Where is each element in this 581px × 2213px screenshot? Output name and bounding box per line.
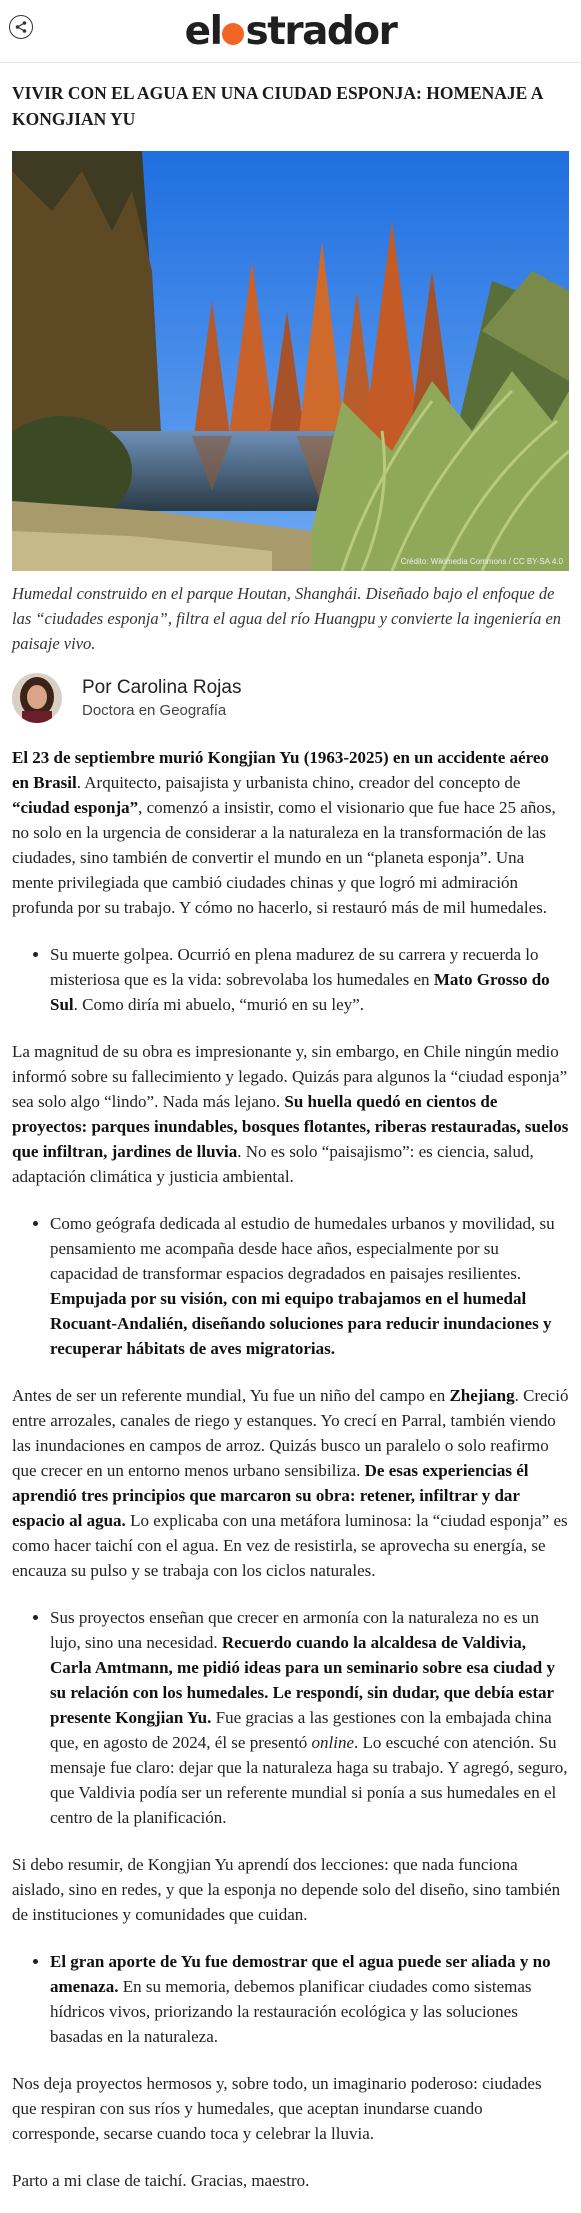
bullet-list-2 [12, 1211, 569, 1361]
hero-image [12, 151, 569, 571]
list-item-3-italic-1: online [311, 1733, 355, 1752]
site-header [0, 0, 581, 63]
list-item-2-bold-1: Empujada por su visión, con mi equipo trabajamos en el humedal Rocuant-Andalién, diseñando soluciones para reducir inundaciones y recuperar hábitats de aves migratorias. [50, 1289, 552, 1358]
list-item [50, 1211, 569, 1361]
paragraph-1-bold-2: “ciudad esponja” [12, 798, 139, 817]
share-glyph [14, 20, 28, 34]
list-item [50, 1949, 569, 2049]
list-item-3-text-1: Sus proyectos enseñan que crecer en armonía con la naturaleza no es un lujo, sino una necesidad. [50, 1608, 540, 1652]
author-name[interactable]: Por Carolina Rojas [82, 677, 242, 698]
paragraph-3-text-1: Antes de ser un referente mundial, Yu fue un niño del campo en [12, 1386, 450, 1405]
bullet-list-1 [12, 942, 569, 1017]
paragraph-2-bold-1: Su huella quedó en cientos de proyectos: parques inundables, bosques flotantes, riberas restauradas, suelos que infiltran, jardines de lluvia [12, 1092, 569, 1161]
paragraph-3-bold-2: De esas experiencias él aprendió tres principios que marcaron su obra: retener, infiltrar y dar espacio al agua. [12, 1461, 529, 1530]
paragraph-2 [12, 1039, 569, 1189]
logo-text-left: el [184, 8, 222, 54]
paragraph-1-text-2: , comenzó a insistir, como el visionario que fue hace 25 años, no solo en la urgencia de considerar a la naturaleza en la transformación de las ciudades, sino también de convertir el mundo en un “planeta esponja”. Una mente privilegiada que cambió ciudades chinas y que logró mi admiración profunda por su trabajo. Y cómo no hacerlo, si restauró más de mil humedales. [12, 798, 556, 917]
list-item-2-text-1: Como geógrafa dedicada al estudio de humedales urbanos y movilidad, su pensamiento me acompaña desde hace años, especialmente por su capacidad de transformar espacios degradados en paisajes resilientes. [50, 1214, 555, 1283]
site-logo[interactable] [184, 8, 397, 54]
paragraph-3-text-3: Lo explicaba con una metáfora luminosa: la “ciudad esponja” es como hacer taichí con el agua. En vez de resistirla, se aprovecha su energía, se encauza su pulso y se trabaja con los ciclos naturales. [12, 1511, 568, 1580]
list-item-4-bold-1: El gran aporte de Yu fue demostrar que el agua puede ser aliada y no amenaza. [50, 1952, 551, 1996]
bullet-list-4 [12, 1949, 569, 2049]
paragraph-1 [12, 745, 569, 920]
wetland-photo [12, 151, 569, 571]
image-credit: Crédito: Wikimedia Commons / CC BY-SA 4.0 [400, 557, 563, 566]
logo-text-right: strador [245, 8, 397, 54]
paragraph-5: Nos deja proyectos hermosos y, sobre todo, un imaginario poderoso: ciudades que respiran con sus ríos y humedales, que aceptan inundarse cuando corresponde, secarse cuando toca y celebrar la lluvia. [12, 2074, 542, 2143]
list-item-3-text-3: . Lo escuché con atención. Su mensaje fue claro: dejar que la naturaleza haga su trabajo. Y agregó, seguro, que Valdivia podía ser un referente mundial si ponía a sus humedales en el centro de la planificación. [50, 1733, 568, 1827]
paragraph-2-text-1: La magnitud de su obra es impresionante y, sin embargo, en Chile ningún medio informó sobre su fallecimiento y legado. Quizás para algunos la “ciudad esponja” sea solo algo “lindo”. Nada más lejano. [12, 1042, 568, 1111]
logo-dot [222, 23, 244, 45]
article-title: VIVIR CON EL AGUA EN UNA CIUDAD ESPONJA: HOMENAJE A KONGJIAN YU [12, 83, 543, 129]
paragraph-3 [12, 1383, 569, 1583]
author-role: Doctora en Geografía [82, 702, 227, 719]
image-caption: Humedal construido en el parque Houtan, Shanghái. Diseñado bajo el enfoque de las “ciudades esponja”, filtra el agua del río Huangpu y convierte la ingeniería en paisaje vivo. [12, 584, 562, 653]
paragraph-1-text-1: . Arquitecto, paisajista y urbanista chino, creador del concepto de [76, 773, 521, 792]
list-item-1-bold-1: Mato Grosso do Sul [50, 970, 550, 1014]
bullet-list-3 [12, 1605, 569, 1830]
paragraph-2-text-2: . No es solo “paisajismo”: es ciencia, salud, adaptación climática y justicia ambiental. [12, 1142, 534, 1186]
list-item-1-text-1: Su muerte golpea. Ocurrió en plena madurez de su carrera y recuerda lo misteriosa que es la vida: sobrevolaba los humedales en [50, 945, 539, 989]
paragraph-4: Si debo resumir, de Kongjian Yu aprendí dos lecciones: que nada funciona aislado, sino en redes, y que la esponja no depende solo del diseño, sino también de instituciones y comunidades que cuidan. [12, 1855, 561, 1924]
paragraph-1-bold-1: El 23 de septiembre murió Kongjian Yu (1963-2025) en un accidente aéreo en Brasil [12, 748, 549, 792]
list-item [50, 942, 569, 1017]
paragraph-6: Parto a mi clase de taichí. Gracias, maestro. [12, 2171, 310, 2190]
author-avatar [12, 673, 62, 723]
list-item-4-text-1: En su memoria, debemos planificar ciudades como sistemas hídricos vivos, priorizando la restauración ecológica y las soluciones basadas en la naturaleza. [50, 1977, 532, 2046]
author-block [12, 673, 569, 723]
list-item-1-text-2: . Como diría mi abuelo, “murió en su ley”. [73, 995, 364, 1014]
paragraph-3-bold-1: Zhejiang [449, 1386, 515, 1405]
avatar-portrait [12, 673, 62, 723]
article-body [12, 745, 569, 2193]
list-item [50, 1605, 569, 1830]
list-item-3-bold-1: Recuerdo cuando la alcaldesa de Valdivia, Carla Amtmann, me pidió ideas para un seminario sobre esa ciudad y su relación con los humedales. Le respondí, sin dudar, que debía estar presente Kongjian Yu. [50, 1633, 556, 1727]
share-icon[interactable] [9, 15, 33, 39]
paragraph-3-text-2: . Creció entre arrozales, canales de riego y estanques. Yo crecí en Parral, también viendo las inundaciones en campos de arroz. Quizás busco un paralelo o solo reafirmo que crecer en un entorno menos urbano sensibiliza. [12, 1386, 569, 1480]
list-item-3-text-2: Fue gracias a las gestiones con la embajada china que, en agosto de 2024, él se presentó [50, 1708, 552, 1752]
